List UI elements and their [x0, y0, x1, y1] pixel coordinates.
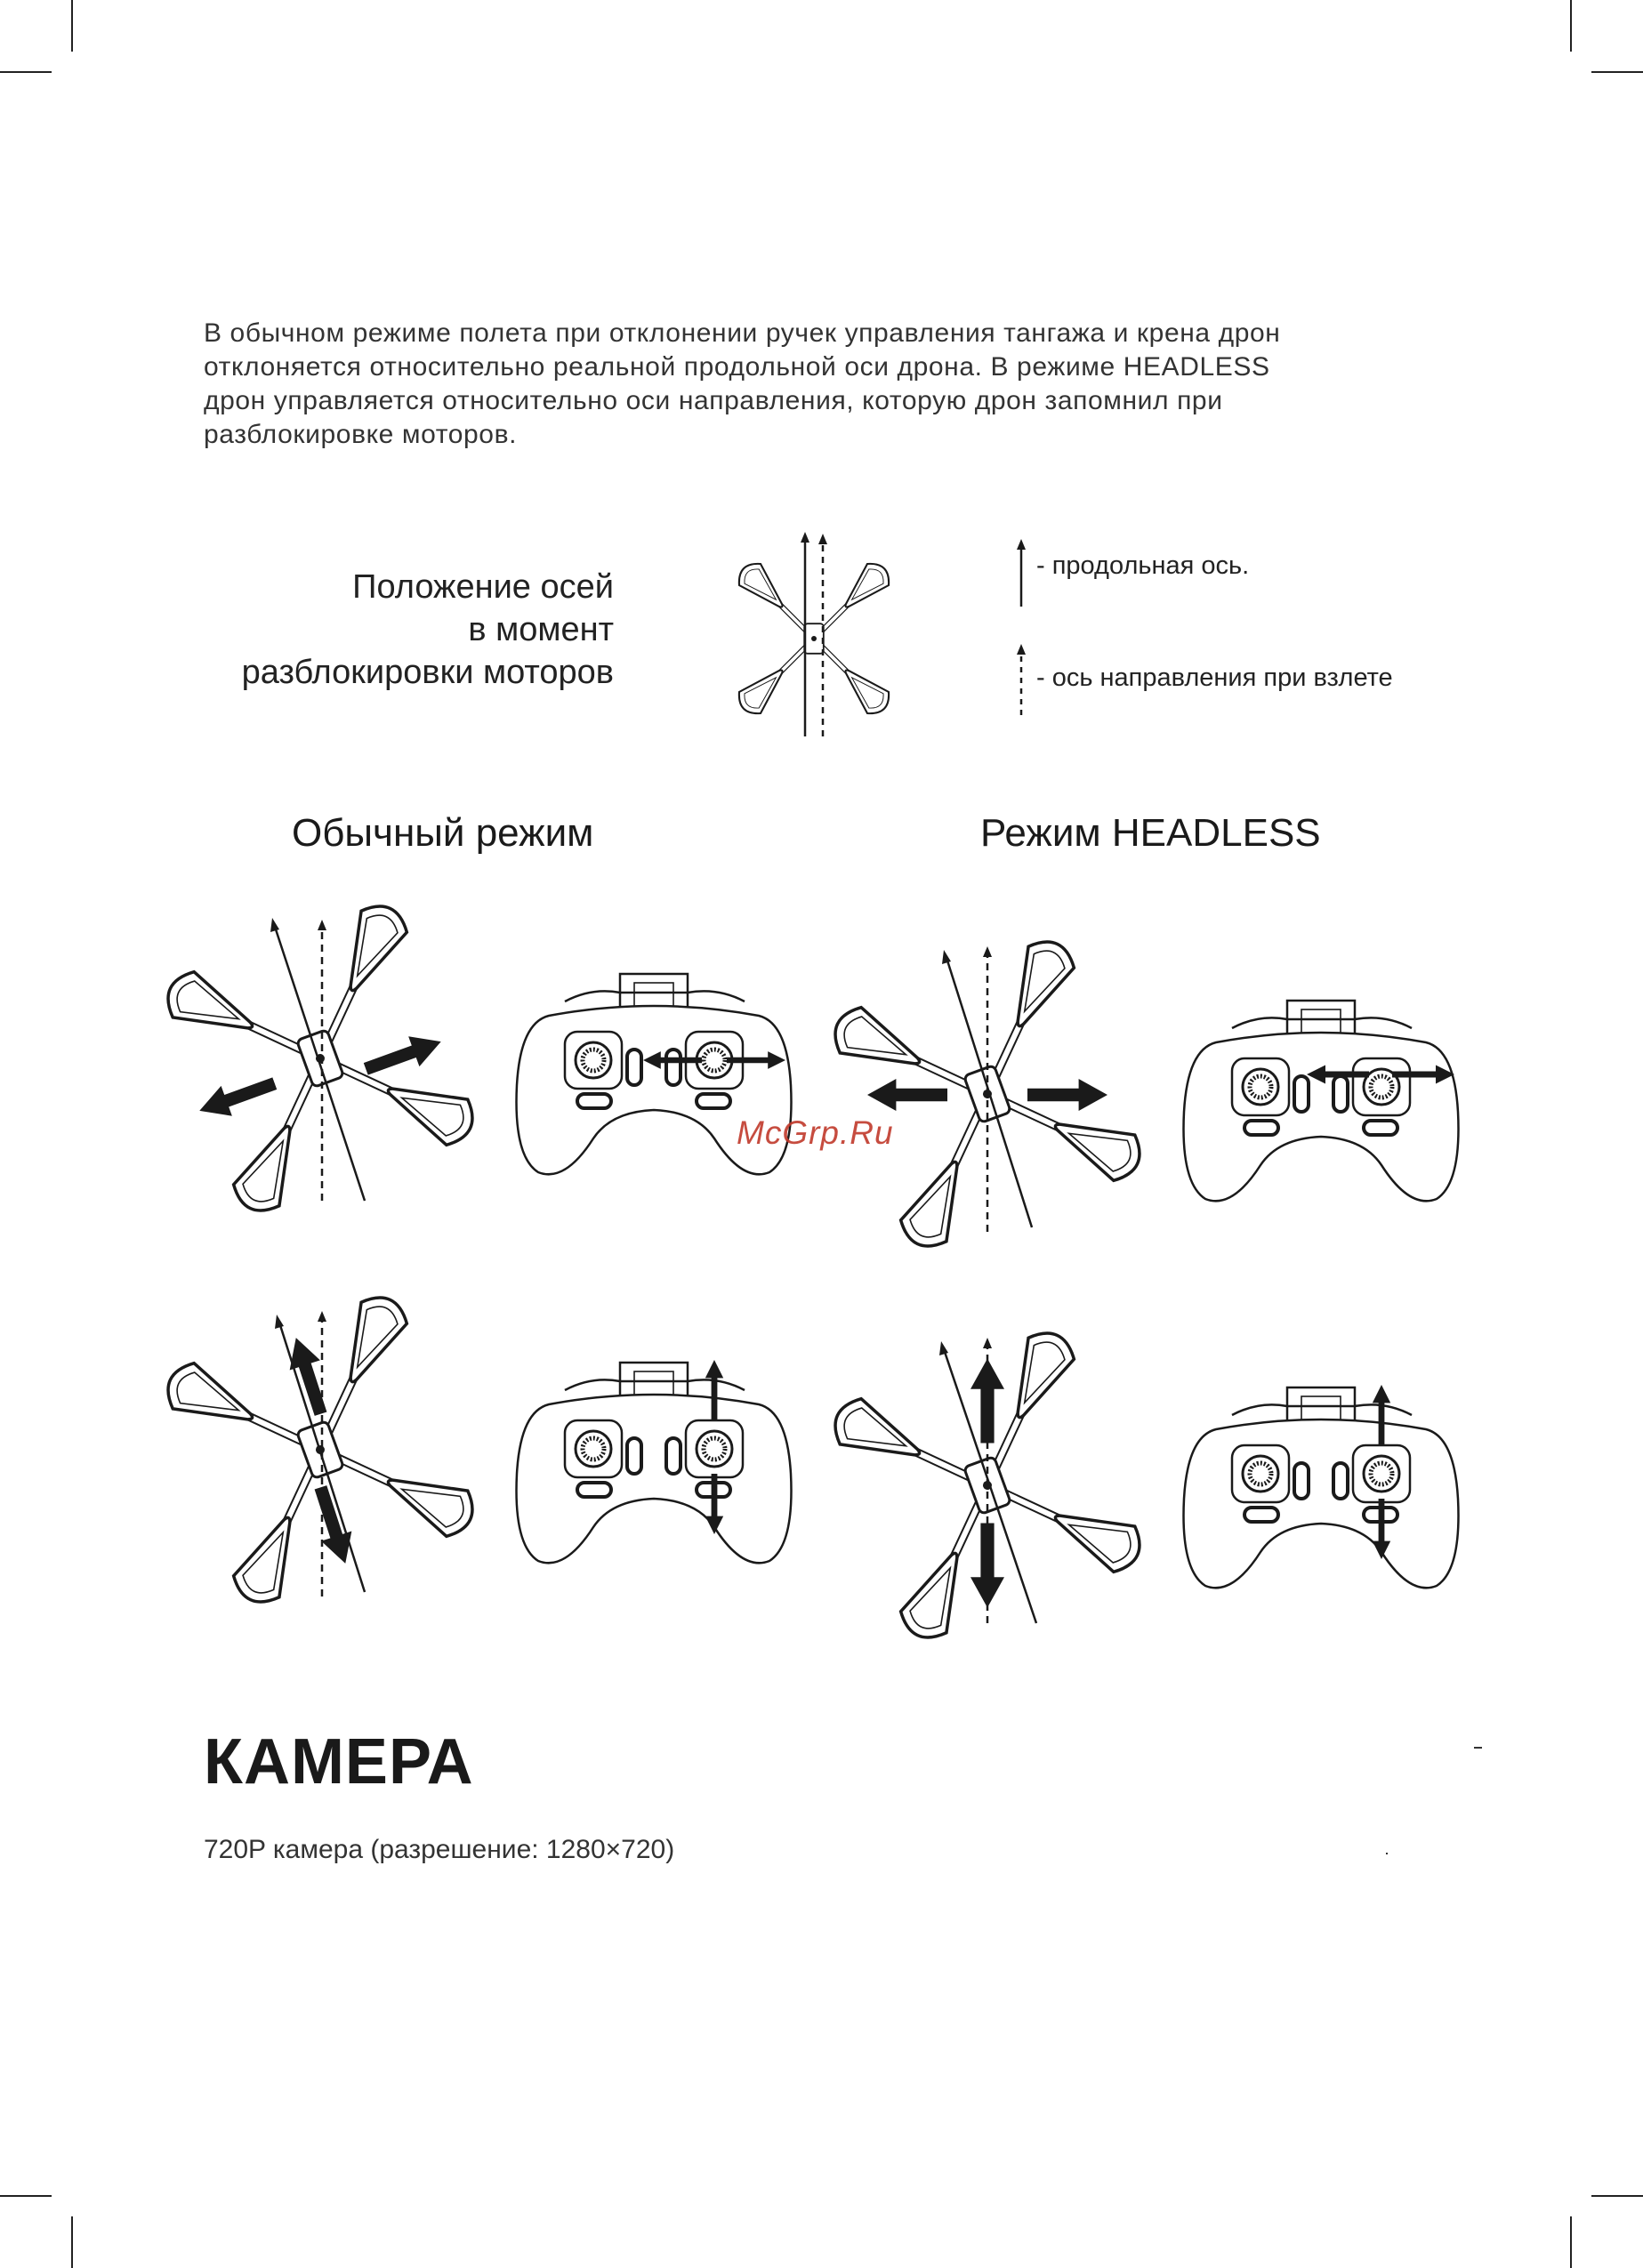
- intro-line: В обычном режиме полета при отклонении ручек управления тангажа и крена дрон: [204, 318, 1281, 348]
- headless-roll-controller-figure: [1179, 996, 1463, 1210]
- crop-mark: [1591, 71, 1643, 73]
- axis-arrowhead: [983, 946, 992, 957]
- watermark: McGrp.Ru: [737, 1114, 894, 1151]
- direction-arrow-icon: [867, 1079, 947, 1111]
- crop-mark: [71, 0, 73, 52]
- stray-mark: [1474, 1747, 1482, 1749]
- normal-roll-drone-figure: [196, 916, 463, 1210]
- headless-roll-drone-figure: [854, 943, 1121, 1236]
- legend-dashed-axis-icon: [1014, 644, 1028, 715]
- takeoff-axis-arrowhead: [818, 534, 827, 544]
- intro-line: дрон управляется относительно оси направления, которую дрон запомнил при: [204, 386, 1223, 415]
- headless-pitch-controller-figure: [1179, 1379, 1463, 1601]
- axes-caption-line: разблокировки моторов: [241, 654, 614, 691]
- direction-arrow-icon: [1027, 1079, 1107, 1111]
- axes-caption: [178, 566, 614, 694]
- crop-mark: [1591, 2195, 1643, 2197]
- gamepad-icon: [1184, 1001, 1459, 1201]
- crop-mark: [0, 2195, 52, 2197]
- direction-arrow-icon: [281, 1333, 336, 1420]
- intro-line: разблокировке моторов.: [204, 420, 518, 449]
- direction-arrow-icon: [194, 1068, 280, 1126]
- headless-mode-title: Режим HEADLESS: [980, 811, 1321, 855]
- axes-caption-line: Положение осей: [352, 568, 614, 606]
- gamepad-icon: [1184, 1387, 1459, 1588]
- intro-paragraph: [204, 317, 1449, 452]
- legend-solid-axis-icon: [1014, 539, 1028, 607]
- stray-mark: [1386, 1853, 1388, 1854]
- camera-section-title: КАМЕРА: [204, 1726, 474, 1798]
- direction-arrow-icon: [360, 1026, 447, 1084]
- axis-arrowhead: [270, 918, 279, 932]
- quadcopter-icon: [160, 898, 479, 1218]
- legend-takeoff-axis: - ось направления при взлете: [1036, 664, 1393, 692]
- axis-arrowhead: [983, 1338, 992, 1348]
- normal-pitch-controller-figure: [511, 1354, 796, 1576]
- axes-caption-line: в момент: [468, 611, 614, 648]
- crop-mark: [1570, 2216, 1572, 2268]
- axes-drone-diagram: [725, 532, 903, 736]
- axis-arrowhead: [318, 920, 326, 930]
- axis-arrowhead: [942, 950, 951, 964]
- normal-mode-title: Обычный режим: [292, 811, 594, 855]
- axis-arrowhead: [275, 1315, 284, 1329]
- crop-mark: [0, 71, 52, 73]
- longitudinal-axis-arrowhead: [801, 532, 809, 543]
- crop-mark: [71, 2216, 73, 2268]
- quadcopter-icon: [739, 564, 889, 713]
- camera-spec: 720P камера (разрешение: 1280×720): [204, 1835, 675, 1864]
- direction-arrow-icon: [970, 1359, 1004, 1444]
- intro-line: отклоняется относительно реальной продольной оси дрона. В режиме HEADLESS: [204, 352, 1270, 382]
- crop-mark: [1570, 0, 1572, 52]
- headless-pitch-drone-figure: [854, 1334, 1121, 1628]
- gamepad-icon: [517, 1363, 792, 1563]
- axis-arrowhead: [318, 1311, 326, 1322]
- legend-longitudinal-axis: - продольная ось.: [1036, 551, 1250, 580]
- normal-pitch-drone-figure: [196, 1307, 463, 1601]
- direction-arrow-icon: [970, 1524, 1004, 1608]
- axis-arrowhead: [939, 1341, 948, 1355]
